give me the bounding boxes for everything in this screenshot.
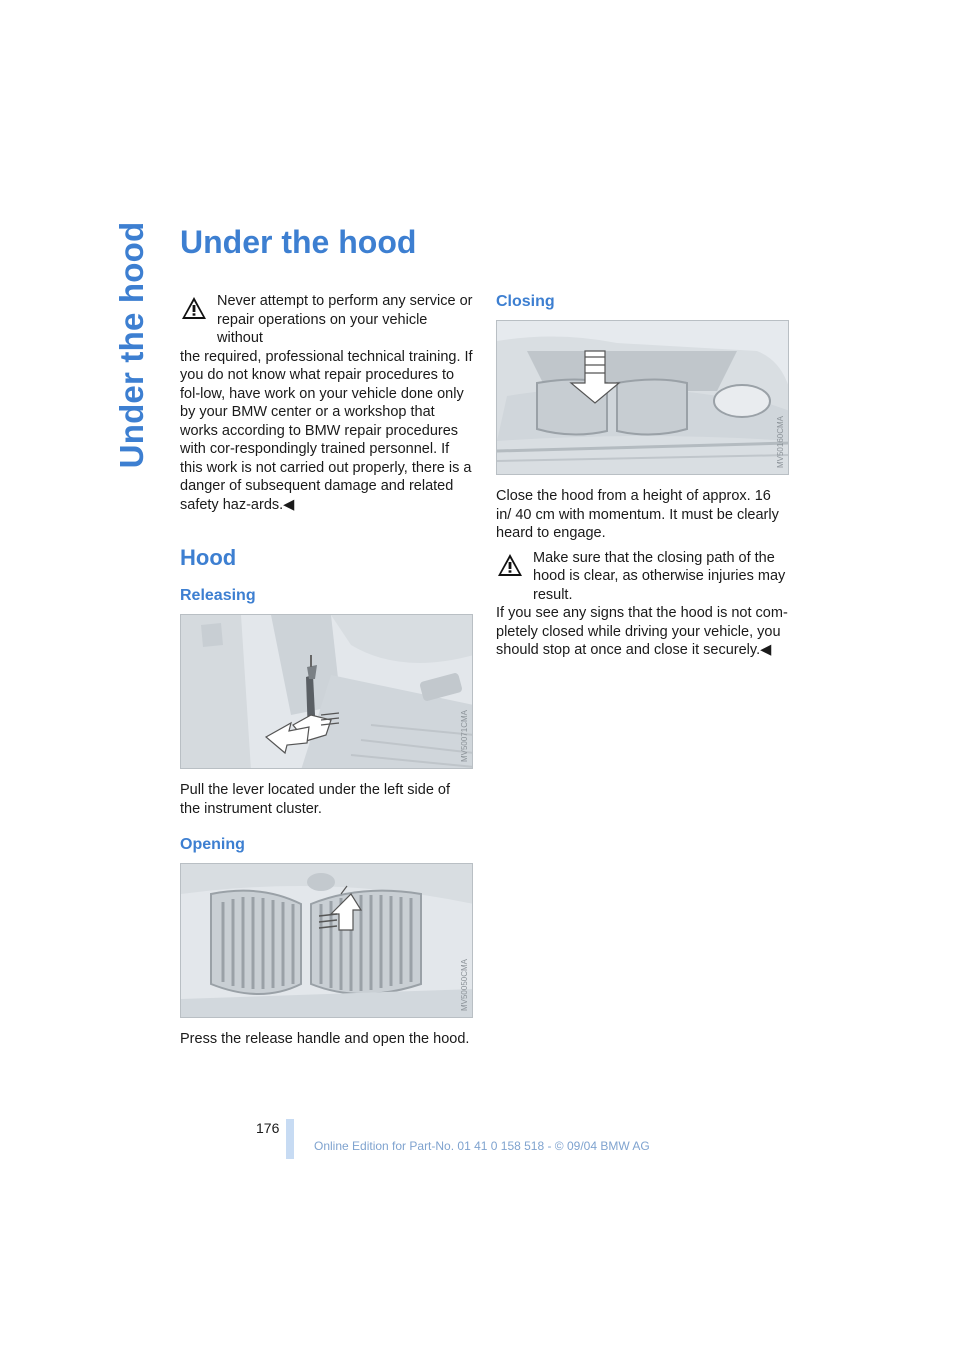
opening-figure-code: MV50050CMA bbox=[460, 958, 469, 1011]
closing-warning bbox=[496, 549, 789, 660]
closing-heading: Closing bbox=[496, 293, 555, 310]
closing-text: Close the hood from a height of approx. 16 in/ 40 cm with momentum. It must be clearly heard to engage. bbox=[496, 488, 779, 541]
side-tab bbox=[112, 221, 152, 469]
releasing-figure-code: MV50071CMA bbox=[460, 709, 469, 762]
closing-figure-code: MV50160CMA bbox=[776, 415, 785, 468]
intro-warning bbox=[180, 292, 473, 514]
releasing-text: Pull the lever located under the left side of the instrument cluster. bbox=[180, 782, 451, 817]
footer-bar bbox=[286, 1119, 294, 1159]
page-title: Under the hood bbox=[180, 224, 417, 260]
left-column bbox=[180, 290, 473, 1049]
releasing-heading: Releasing bbox=[180, 587, 256, 604]
releasing-figure bbox=[180, 614, 473, 769]
footer-text: Online Edition for Part-No. 01 41 0 158 518 - © 09/04 BMW AG bbox=[314, 1139, 650, 1153]
right-column bbox=[496, 290, 789, 660]
opening-text: Press the release handle and open the hood. bbox=[180, 1031, 470, 1047]
hood-heading: Hood bbox=[180, 545, 237, 570]
closing-figure bbox=[496, 320, 789, 475]
page-number: 176 bbox=[256, 1120, 280, 1136]
opening-heading: Opening bbox=[180, 836, 245, 853]
side-tab-label: Under the hood bbox=[113, 221, 150, 469]
closing-warning-second: If you see any signs that the hood is not com-pletely closed while driving your vehicle, you should stop at once and close it securely.◀ bbox=[496, 605, 788, 658]
warning-triangle-icon bbox=[181, 296, 207, 320]
opening-figure bbox=[180, 863, 473, 1018]
intro-warning-rest: the required, professional technical training. If you do not know what repair procedures to fol-low, have work on your vehicle done only by your BMW center or a workshop that works according to BMW repair procedures with cor-respondingly trained personnel. If this work is not carried out properly, there is a danger of subsequent damage and related safety haz-ards.◀ bbox=[180, 348, 473, 513]
closing-warning-first: Make sure that the closing path of the bbox=[533, 549, 775, 566]
closing-warning-rest: hood is clear, as otherwise injuries may result. bbox=[533, 568, 786, 603]
intro-warning-first: Never attempt to perform any service or repair operations on your vehicle without bbox=[217, 293, 473, 346]
warning-triangle-icon bbox=[497, 553, 523, 577]
